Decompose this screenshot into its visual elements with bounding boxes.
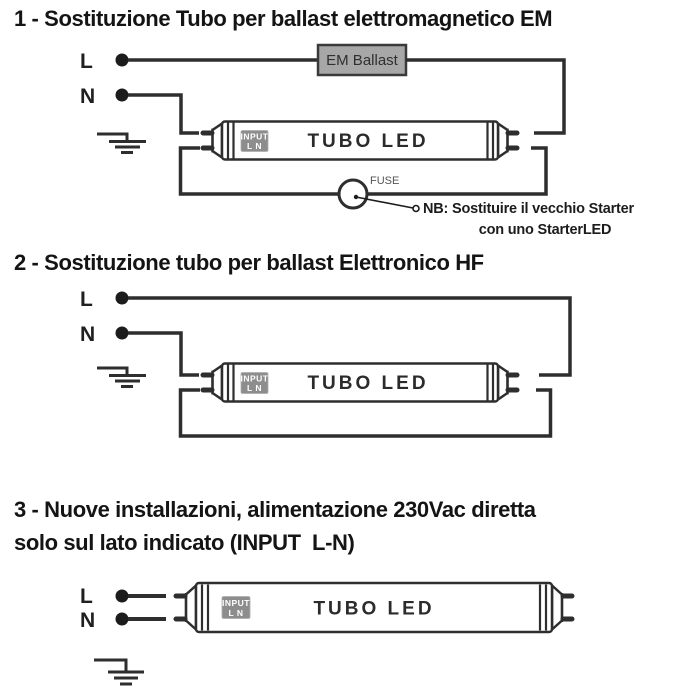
neutral-label: N bbox=[80, 323, 96, 346]
diagram-direct-230vac bbox=[0, 560, 700, 700]
live-terminal-dot bbox=[116, 292, 129, 305]
led-tube bbox=[176, 583, 572, 632]
neutral-terminal-dot bbox=[116, 613, 129, 626]
neutral-terminal-dot bbox=[116, 89, 129, 102]
tube-right-pins bbox=[508, 375, 517, 390]
em-ballast-label: EM Ballast bbox=[326, 52, 398, 69]
tube-right-pins bbox=[563, 596, 572, 619]
tube-left-endcap bbox=[213, 124, 223, 158]
tube-label: TUBO LED bbox=[313, 598, 435, 620]
tube-right-endcap bbox=[498, 366, 508, 400]
input-badge-line1: INPUT bbox=[240, 373, 269, 384]
neutral-label: N bbox=[80, 609, 96, 632]
tube-right-endcap bbox=[498, 124, 508, 158]
section3-title-line1: 3 - Nuove installazioni, alimentazione 230Vac diretta bbox=[14, 497, 536, 522]
ground-symbol bbox=[97, 368, 146, 387]
live-label: L bbox=[80, 585, 93, 608]
callout-end-dot bbox=[413, 206, 419, 212]
tube-left-pins bbox=[203, 375, 212, 390]
neutral-wire bbox=[128, 333, 199, 375]
tube-right-pins bbox=[508, 133, 517, 148]
tube-left-endcap bbox=[186, 586, 196, 630]
input-badge-line1: INPUT bbox=[222, 598, 250, 608]
fuse-label: FUSE bbox=[370, 175, 400, 187]
live-label: L bbox=[80, 50, 93, 73]
ground-symbol bbox=[97, 134, 146, 153]
diagram-hf-ballast bbox=[0, 285, 700, 460]
section1-title: 1 - Sostituzione Tubo per ballast elettromagnetico EM bbox=[14, 6, 553, 31]
section3-title-line2: solo sul lato indicato (INPUT L-N) bbox=[14, 530, 355, 555]
tube-left-endcap bbox=[213, 366, 223, 400]
tube-left-pins bbox=[203, 133, 212, 148]
fuse-starter-icon bbox=[339, 180, 367, 208]
tube-label: TUBO LED bbox=[307, 373, 429, 394]
led-tube bbox=[203, 364, 517, 402]
neutral-terminal-dot bbox=[116, 327, 129, 340]
diagram-em-ballast bbox=[0, 40, 700, 252]
input-badge-line2: L N bbox=[228, 608, 244, 618]
tube-label: TUBO LED bbox=[307, 131, 429, 152]
tube-right-endcap bbox=[552, 586, 562, 630]
section2-title: 2 - Sostituzione tubo per ballast Elettronico HF bbox=[14, 250, 484, 275]
live-terminal-dot bbox=[116, 590, 129, 603]
starter-note-line2: con uno StarterLED bbox=[478, 222, 612, 238]
tube-left-pins bbox=[176, 596, 185, 619]
led-tube bbox=[203, 122, 517, 160]
neutral-label: N bbox=[80, 85, 96, 108]
input-badge-line2: L N bbox=[246, 141, 263, 151]
ground-symbol bbox=[94, 660, 144, 684]
neutral-wire bbox=[128, 95, 199, 133]
live-label: L bbox=[80, 288, 93, 311]
input-badge-line2: L N bbox=[246, 383, 263, 393]
input-badge-line1: INPUT bbox=[240, 131, 269, 142]
live-terminal-dot bbox=[116, 54, 129, 67]
starter-note-line1: NB: Sostituire il vecchio Starter bbox=[423, 201, 634, 217]
